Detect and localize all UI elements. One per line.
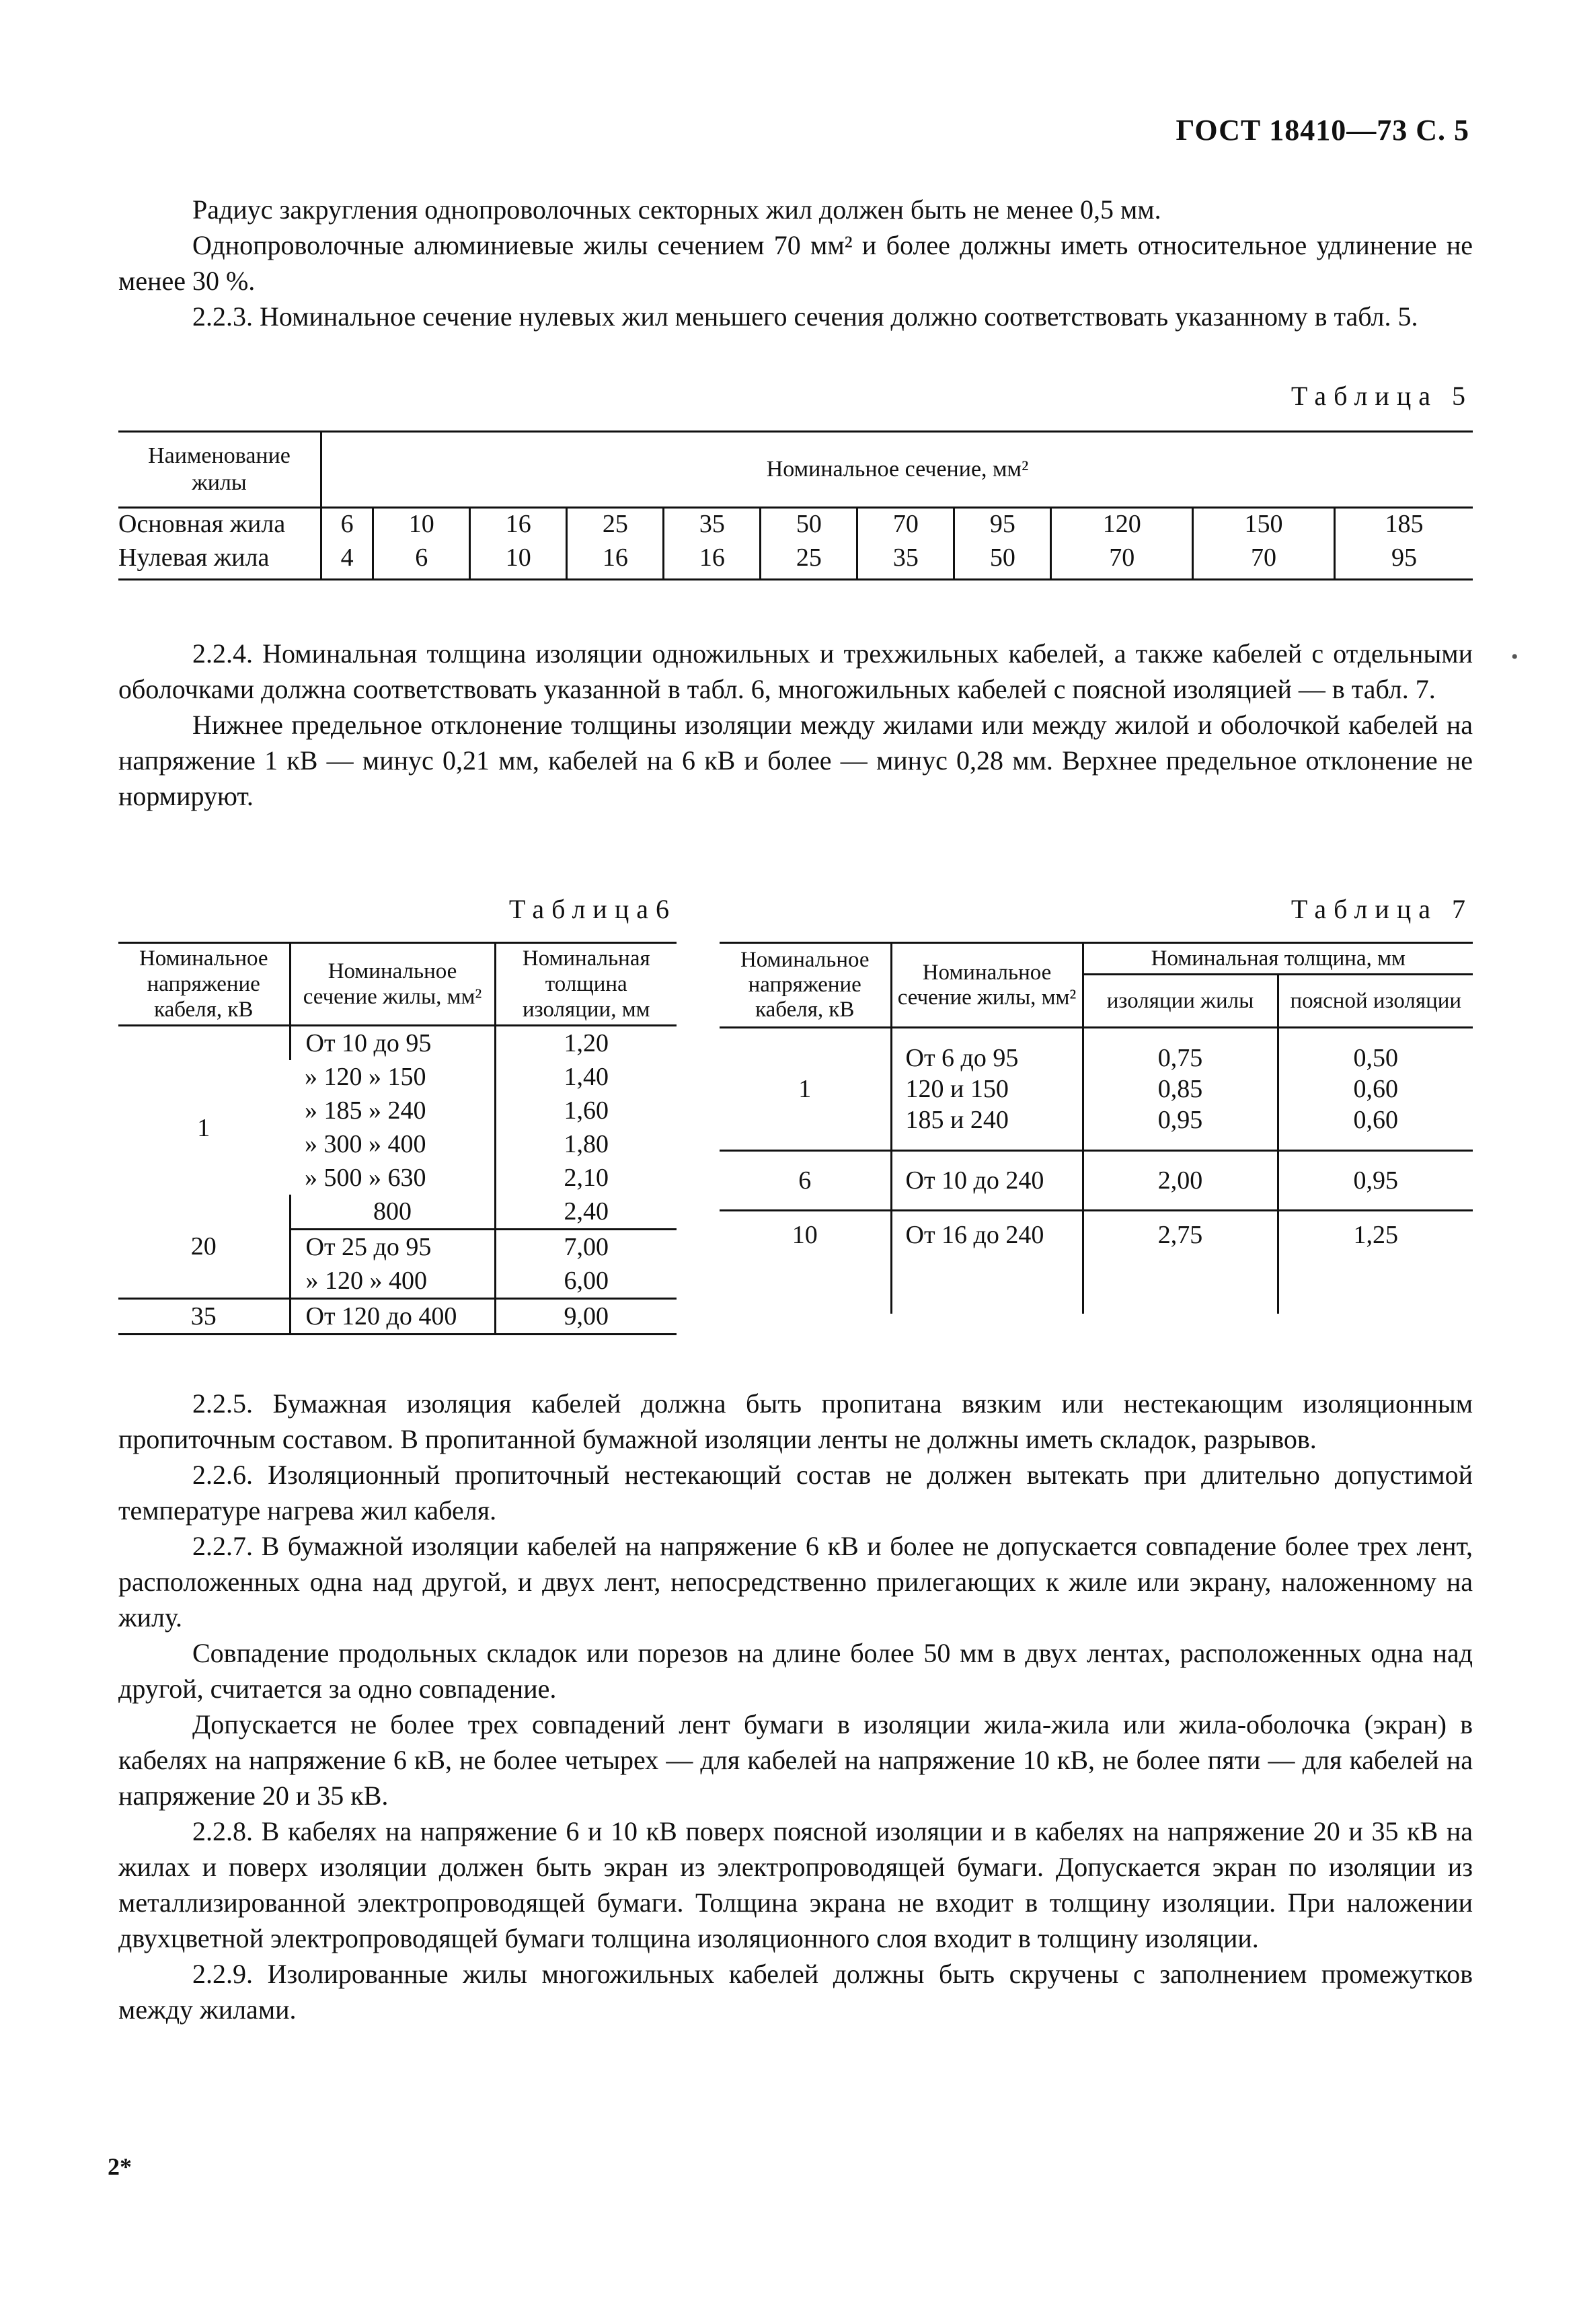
- table5-cell: 70: [1051, 542, 1193, 580]
- paragraph: 2.2.6. Изоляционный пропиточный нестекающий состав не должен вытекать при длительно допустимой температуре нагрева жил кабеля.: [118, 1460, 1473, 1526]
- table5-cell: 70: [857, 508, 954, 543]
- table-7: [720, 942, 1473, 1314]
- table6-header-section: Номинальное сечение жилы, мм²: [290, 943, 495, 1026]
- paragraph: Допускается не более трех совпадений лент бумаги в изоляции жила-жила или жила-оболочка (экран) в кабелях на напряжение 6 кВ, не более четырех — для кабелей на напряжение 10 кВ, не более пяти — для кабелей на напряжение 20 и 35 кВ.: [118, 1709, 1473, 1811]
- table5-cell: 6: [373, 542, 470, 580]
- table5-cell: 10: [373, 508, 470, 543]
- table5-col-header: Номинальное сечение, мм²: [321, 432, 1473, 508]
- table-5: [118, 430, 1473, 580]
- table6-thickness: 1,60: [495, 1094, 677, 1127]
- table6-section: 800: [290, 1195, 495, 1230]
- table6-header-voltage: Номинальное напряжение кабеля, кВ: [118, 943, 290, 1026]
- table5-cell: 95: [1334, 542, 1473, 580]
- end-text: [118, 1386, 1473, 2027]
- table7-core: 0,75: [1157, 1044, 1203, 1072]
- table6-thickness: 1,20: [495, 1026, 677, 1061]
- table6-voltage: 35: [118, 1299, 290, 1335]
- table5-caption: Таблица 5: [1291, 381, 1473, 411]
- paragraph: 2.2.7. В бумажной изоляции кабелей на напряжение 6 кВ и более не допускается совпадение более трех лент, расположенных одна над другой, и двух лент, непосредственно прилегающих к жиле или экрану, наложенному на жилу.: [118, 1531, 1473, 1633]
- table5-cell: 35: [857, 542, 954, 580]
- table7-core: 2,00: [1083, 1151, 1278, 1211]
- table5-cell: 50: [761, 508, 857, 543]
- table5-row-header: Наименование жилы: [118, 432, 321, 508]
- table7-core: 2,75: [1083, 1211, 1278, 1314]
- table6-thickness: 1,40: [495, 1060, 677, 1094]
- table5-cell: 70: [1193, 542, 1335, 580]
- stray-mark: •: [1511, 646, 1518, 668]
- table7-belt: 1,25: [1278, 1211, 1473, 1314]
- table7-belt: 0,95: [1278, 1151, 1473, 1211]
- paragraph: 2.2.8. В кабелях на напряжение 6 и 10 кВ поверх поясной изоляции и в кабелях на напряжение 20 и 35 кВ на жилах и поверх изоляции должен быть экран из электропроводящей бумаги. Допускается экран по изоляции из металлизированной электропроводящей бумаги. Толщина экрана не входит в толщину изоляции. При наложении двухцветной электропроводящей бумаги толщина изоляционного слоя входит в толщину изоляции.: [118, 1816, 1473, 1953]
- table6-section: От 10 до 95: [290, 1026, 495, 1061]
- table5-cell: 6: [321, 508, 373, 543]
- paragraph: Совпадение продольных складок или порезов на длине более 50 мм в двух лентах, расположенных одна над другой, считается за одно совпадение.: [118, 1638, 1473, 1704]
- table6-thickness: 6,00: [495, 1264, 677, 1299]
- table5-cell: 10: [470, 542, 567, 580]
- table5-cell: 16: [470, 508, 567, 543]
- table6-thickness: 2,40: [495, 1195, 677, 1230]
- table6-thickness: 2,10: [495, 1161, 677, 1195]
- paragraph: Радиус закругления однопроволочных секторных жил должен быть не менее 0,5 мм.: [192, 194, 1161, 225]
- table7-belt: 0,60: [1353, 1075, 1398, 1103]
- table7-voltage: 6: [720, 1151, 891, 1211]
- mid-text: [118, 636, 1473, 814]
- table5-cell: 4: [321, 542, 373, 580]
- table6-section: От 25 до 95: [290, 1230, 495, 1265]
- table7-header-section: Номинальное сечение жилы, мм²: [891, 943, 1083, 1028]
- table7-voltage: 10: [792, 1221, 818, 1249]
- table-6: [118, 942, 677, 1335]
- paragraph: Однопроволочные алюминиевые жилы сечением 70 мм² и более должны иметь относительное удлинение не менее 30 %.: [118, 230, 1473, 296]
- table5-row-label: Основная жила: [118, 510, 286, 538]
- table5-cell: 50: [954, 542, 1051, 580]
- table7-voltage: 1: [720, 1028, 891, 1151]
- table6-section: » 120 » 150: [305, 1063, 426, 1091]
- table7-section: От 10 до 240: [891, 1151, 1083, 1211]
- paragraph: 2.2.4. Номинальная толщина изоляции одножильных и трехжильных кабелей, а также кабелей с отдельными оболочками должна соответствовать указанной в табл. 6, многожильных кабелей с поясной изоляцией — в табл. 7.: [118, 638, 1473, 704]
- table7-section: От 6 до 95: [905, 1044, 1019, 1072]
- table7-section: 185 и 240: [905, 1106, 1009, 1134]
- table7-section: От 16 до 240: [891, 1211, 1083, 1314]
- paragraph: 2.2.5. Бумажная изоляция кабелей должна быть пропитана вязким или нестекающим изоляционным пропиточным составом. В пропитанной бумажной изоляции ленты не должны иметь складок, разрывов.: [118, 1388, 1473, 1454]
- paragraph: Нижнее предельное отклонение толщины изоляции между жилами или между жилой и оболочкой кабелей на напряжение 1 кВ — минус 0,21 мм, кабелей на 6 кВ и более — минус 0,28 мм. Верхнее предельное отклонение не нормируют.: [118, 710, 1473, 811]
- table7-caption: Таблица 7: [1291, 894, 1473, 924]
- table6-voltage: 1: [197, 1113, 210, 1142]
- table5-cell: 120: [1051, 508, 1193, 543]
- table6-thickness: 7,00: [495, 1230, 677, 1265]
- table7-belt-cell: [1278, 1028, 1473, 1151]
- table7-header-thickness: Номинальная толщина, мм: [1083, 943, 1473, 975]
- table5-cell: 35: [664, 508, 761, 543]
- table5-row-label: Нулевая жила: [118, 542, 321, 580]
- table7-belt: 0,50: [1353, 1044, 1398, 1072]
- page-header: ГОСТ 18410—73 С. 5: [1176, 114, 1469, 147]
- table6-section: » 120 » 400: [290, 1264, 495, 1299]
- table6-section: » 300 » 400: [305, 1130, 426, 1158]
- table5-cell: 25: [761, 542, 857, 580]
- table6-section: » 185 » 240: [305, 1096, 426, 1125]
- table7-subheader-core: изоляции жилы: [1083, 975, 1278, 1028]
- paragraph: 2.2.9. Изолированные жилы многожильных кабелей должны быть скручены с заполнением промежутков между жилами.: [118, 1959, 1473, 2025]
- table7-header-voltage: Номинальное напряжение кабеля, кВ: [720, 943, 891, 1028]
- intro-text: [118, 192, 1473, 334]
- table6-header-thickness: Номинальная толщина изоляции, мм: [495, 943, 677, 1026]
- paragraph: 2.2.3. Номинальное сечение нулевых жил меньшего сечения должно соответствовать указанному в табл. 5.: [192, 301, 1418, 332]
- signature-mark: 2*: [108, 2153, 132, 2180]
- table6-section: » 500 » 630: [305, 1164, 426, 1192]
- table6-section: От 120 до 400: [290, 1299, 495, 1335]
- table5-cell: 25: [567, 508, 664, 543]
- table5-cell: 16: [664, 542, 761, 580]
- table7-core: 0,85: [1157, 1075, 1203, 1103]
- table6-caption: Таблица6: [508, 894, 677, 924]
- table7-section: 120 и 150: [905, 1075, 1009, 1103]
- table5-cell: 150: [1193, 508, 1335, 543]
- table6-thickness: 9,00: [495, 1299, 677, 1335]
- table5-cell: 185: [1334, 508, 1473, 543]
- table5-cell: 95: [954, 508, 1051, 543]
- table5-cell: 16: [567, 542, 664, 580]
- table7-core-cell: [1083, 1028, 1278, 1151]
- table6-thickness: 1,80: [495, 1127, 677, 1161]
- table6-voltage: 20: [118, 1230, 290, 1299]
- table7-section-cell: [891, 1028, 1083, 1151]
- table7-subheader-belt: поясной изоляции: [1278, 975, 1473, 1028]
- table7-core: 0,95: [1157, 1106, 1203, 1134]
- table7-belt: 0,60: [1353, 1106, 1398, 1134]
